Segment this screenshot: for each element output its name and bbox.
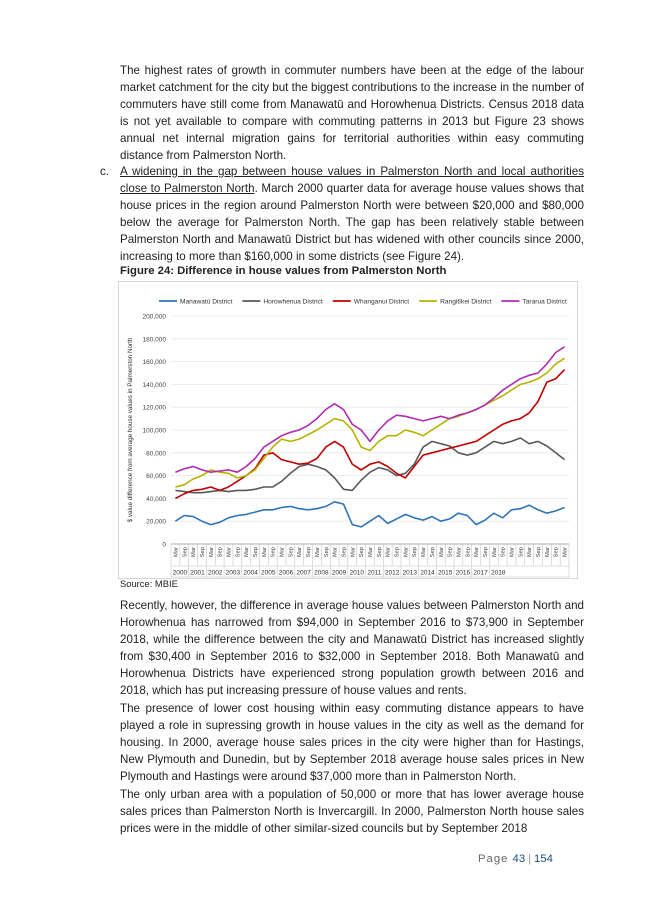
x-year-label: 2009 (331, 569, 347, 577)
x-year-label: 2014 (420, 569, 435, 577)
x-quarter-label: Sep (482, 547, 489, 558)
x-quarter-label: Mar (208, 547, 215, 557)
x-year-label: 2018 (491, 569, 506, 577)
x-year-label: 2005 (261, 569, 276, 577)
x-quarter-label: Mar (314, 547, 321, 557)
x-quarter-label: Sep (376, 547, 383, 558)
x-quarter-label: Mar (403, 547, 410, 557)
x-quarter-label: Sep (553, 547, 560, 558)
y-tick-label: 120,000 (142, 404, 166, 412)
x-quarter-label: Mar (421, 547, 428, 557)
x-quarter-label: Sep (270, 547, 277, 558)
x-year-label: 2015 (437, 569, 453, 577)
figure-caption: Figure 24: Difference in house values from Palmerston North (120, 265, 447, 277)
list-item-heading: A widening in the gap between house values in Palmerston North and local authorities close to Palmerston North (120, 165, 584, 195)
list-item-c (100, 163, 584, 265)
x-year-label: 2016 (455, 569, 471, 577)
x-quarter-label: Mar (226, 547, 233, 557)
paragraph-house-values: Recently, however, the difference in average house values between Palmerston North and Horowhenua has narrowed from $94,000 in September 2016 to $73,900 in September 2018, while the difference between the city and Manawatū District has increased slightly from $30,400 in September 2016 to $32,000 in September 2018. Both Manawatū and Horowhenua Districts have experienced strong population growth between 2016 and 2018, which has put increasing pressure of house values and rents. (120, 599, 584, 697)
paragraph-lower-cost-housing: The presence of lower cost housing within easy commuting distance appears to have played a role in supressing growth in house values in the city as well as the demand for housing. In 2000, average house sales prices in the city were higher than for Hastings, New Plymouth and Dunedin, but by September 2018 average house sales prices in New Plymouth and Hastings were around $37,000 more than in Palmerston North. (120, 702, 584, 783)
x-quarter-label: Sep (465, 547, 472, 558)
x-quarter-label: Sep (323, 547, 330, 558)
x-quarter-label: Sep (536, 547, 543, 558)
x-quarter-label: Sep (429, 547, 436, 558)
y-tick-label: 180,000 (142, 336, 166, 344)
x-quarter-label: Mar (456, 547, 463, 557)
x-year-label: 2006 (278, 569, 294, 577)
x-year-label: 2004 (243, 569, 258, 577)
x-quarter-label: Sep (394, 547, 401, 558)
x-quarter-label: Mar (244, 547, 251, 557)
list-item-body: . March 2000 quarter data for average house values shows that house prices in the region around Palmerston North were between $20,000 and $80,000 below the average for Palmerston North. The gap has been relatively stable between Palmerston North and Manawatū District but has widened with other councils since 2000, increasing to more than $160,000 in some districts (see Figure 24). (120, 182, 584, 263)
total-pages: 154 (534, 853, 553, 865)
y-tick-label: 80,000 (146, 450, 166, 458)
x-quarter-label: Mar (191, 547, 198, 557)
list-marker: c. (100, 165, 110, 178)
legend-label: Whanganui District (353, 298, 410, 306)
x-year-label: 2012 (384, 569, 400, 577)
x-quarter-label: Sep (341, 547, 348, 558)
x-year-label: 2002 (207, 569, 223, 577)
series-line-tararua-district (175, 347, 564, 472)
y-axis-label: $ value difference from average house values in Palmerston North (127, 337, 134, 523)
x-quarter-label: Sep (306, 547, 313, 558)
x-quarter-label: Sep (235, 547, 242, 558)
x-quarter-label: Sep (288, 547, 295, 558)
series-line-whanganui-district (175, 370, 564, 499)
legend-label: Manawatū District (180, 298, 233, 306)
x-quarter-label: Mar (544, 547, 551, 557)
x-year-label: 2000 (172, 569, 188, 577)
x-quarter-label: Sep (359, 547, 366, 558)
y-tick-label: 100,000 (142, 427, 166, 435)
x-quarter-label: Mar (279, 547, 286, 557)
x-quarter-label: Sep (199, 547, 206, 558)
x-quarter-label: Mar (562, 547, 569, 557)
x-quarter-label: Mar (368, 547, 374, 557)
x-quarter-label: Mar (527, 547, 534, 557)
y-tick-label: 60,000 (146, 473, 166, 481)
y-tick-label: 200,000 (142, 313, 166, 321)
y-tick-label: 0 (162, 541, 166, 549)
x-year-label: 2003 (225, 569, 241, 577)
x-quarter-label: Mar (474, 547, 481, 557)
x-quarter-label: Sep (217, 547, 224, 558)
y-tick-label: 20,000 (146, 518, 166, 526)
page-number: 43 (512, 853, 526, 865)
x-quarter-label: Mar (332, 547, 339, 557)
x-year-label: 2010 (349, 569, 364, 577)
x-year-label: 2001 (190, 569, 205, 577)
y-tick-label: 160,000 (142, 359, 166, 367)
x-year-label: 2013 (402, 569, 418, 577)
paragraph-commuters: The highest rates of growth in commuter numbers have been at the edge of the labour market catchment for the city but the biggest contributions to the increase in the number of commuters have still come from Manawatū and Horowhenua Districts. Census 2018 data is not yet available to compare with commuting patterns in 2013 but Figure 23 shows annual net internal migration gains for territorial authorities within easy commuting distance from Palmerston North. (120, 64, 584, 162)
x-quarter-label: Mar (385, 547, 392, 557)
line-chart (118, 281, 578, 579)
x-quarter-label: Sep (182, 547, 189, 558)
x-quarter-label: Sep (253, 547, 260, 558)
x-quarter-label: Sep (500, 547, 507, 558)
paragraph-urban-areas: The only urban area with a population of 50,000 or more that has lower average house sales prices than Palmerston North is Invercargill. In 2000, Palmerston North house sales prices were in the middle of other similar-sized councils but by September 2018 (120, 788, 584, 835)
legend-label: Rangitīkei District (440, 298, 492, 306)
x-quarter-label: Sep (447, 547, 454, 558)
y-tick-label: 40,000 (146, 495, 166, 503)
legend-label: Horowhenua District (263, 298, 323, 306)
chart-svg (119, 282, 577, 578)
x-quarter-label: Mar (491, 547, 498, 557)
legend-label: Tararua District (522, 298, 567, 306)
x-year-label: 2011 (367, 569, 382, 577)
y-tick-label: 140,000 (142, 381, 166, 389)
x-quarter-label: Sep (412, 547, 419, 558)
x-quarter-label: Mar (438, 547, 445, 557)
series-line-manawat-district (175, 502, 564, 527)
figure-source: Source: MBIE (120, 578, 178, 589)
x-quarter-label: Mar (297, 547, 304, 557)
page-footer (478, 853, 553, 865)
x-year-label: 2008 (314, 569, 329, 577)
page-separator: | (528, 853, 532, 865)
x-year-label: 2017 (473, 569, 488, 577)
page-label: Page (478, 853, 509, 865)
x-quarter-label: Mar (509, 547, 516, 557)
x-quarter-label: Sep (518, 547, 525, 558)
x-quarter-label: Mar (261, 547, 268, 557)
x-year-label: 2007 (296, 569, 311, 577)
x-quarter-label: Mar (350, 547, 357, 557)
x-quarter-label: Mar (173, 547, 180, 557)
